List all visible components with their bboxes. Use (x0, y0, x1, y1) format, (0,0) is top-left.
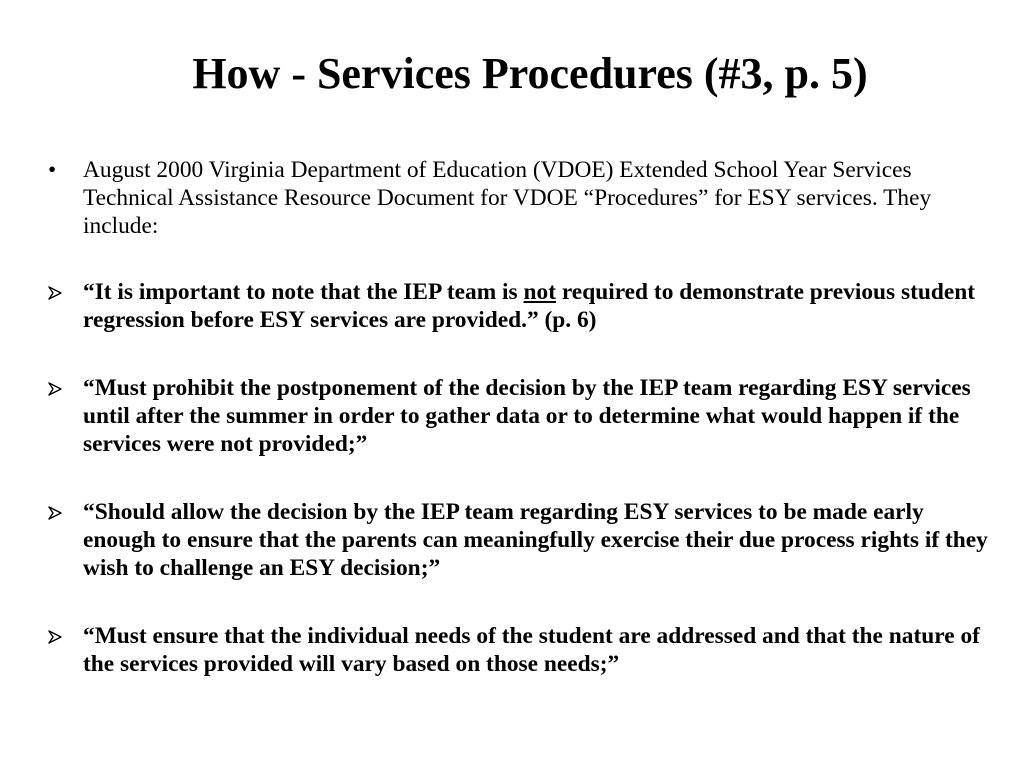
point-item-3 (48, 498, 994, 582)
point-text-1-end: required to demonstrate previous student regression before ESY services are provided.” (p. 6) (83, 279, 976, 333)
point-item-2 (48, 374, 994, 458)
intro-text: August 2000 Virginia Department of Education (VDOE) Extended School Year Services Technical Assistance Resource Document for VDOE “Procedures” for ESY services. They include: (83, 157, 932, 239)
slide-content (48, 156, 994, 718)
point-text-2: “Must prohibit the postponement of the decision by the IEP team regarding ESY services until after the summer in order to gather data or to determine what would happen if the services were not provided;” (83, 375, 971, 457)
point-text-3: “Should allow the decision by the IEP team regarding ESY services to be made early enough to ensure that the parents can meaningfully exercise their due process rights if they wish to challenge an ESY decision;” (83, 499, 988, 581)
point-text-4: “Must ensure that the individual needs of the student are addressed and that the nature of the services provided will vary based on those needs;” (83, 623, 980, 677)
arrowhead-bullet-icon (48, 622, 68, 644)
slide-title: How - Services Procedures (#3, p. 5) (192, 49, 868, 98)
point-item-4 (48, 622, 994, 678)
point-text-1-start: “It is important to note that the IEP team is (83, 279, 524, 305)
intro-bullet-item (48, 156, 994, 240)
arrowhead-bullet-icon (48, 374, 68, 396)
round-bullet: • (48, 157, 57, 183)
emphasis-not: not (523, 279, 556, 305)
point-item-1 (48, 278, 994, 334)
arrowhead-bullet-icon (48, 498, 68, 520)
arrowhead-bullet-icon (48, 278, 68, 300)
